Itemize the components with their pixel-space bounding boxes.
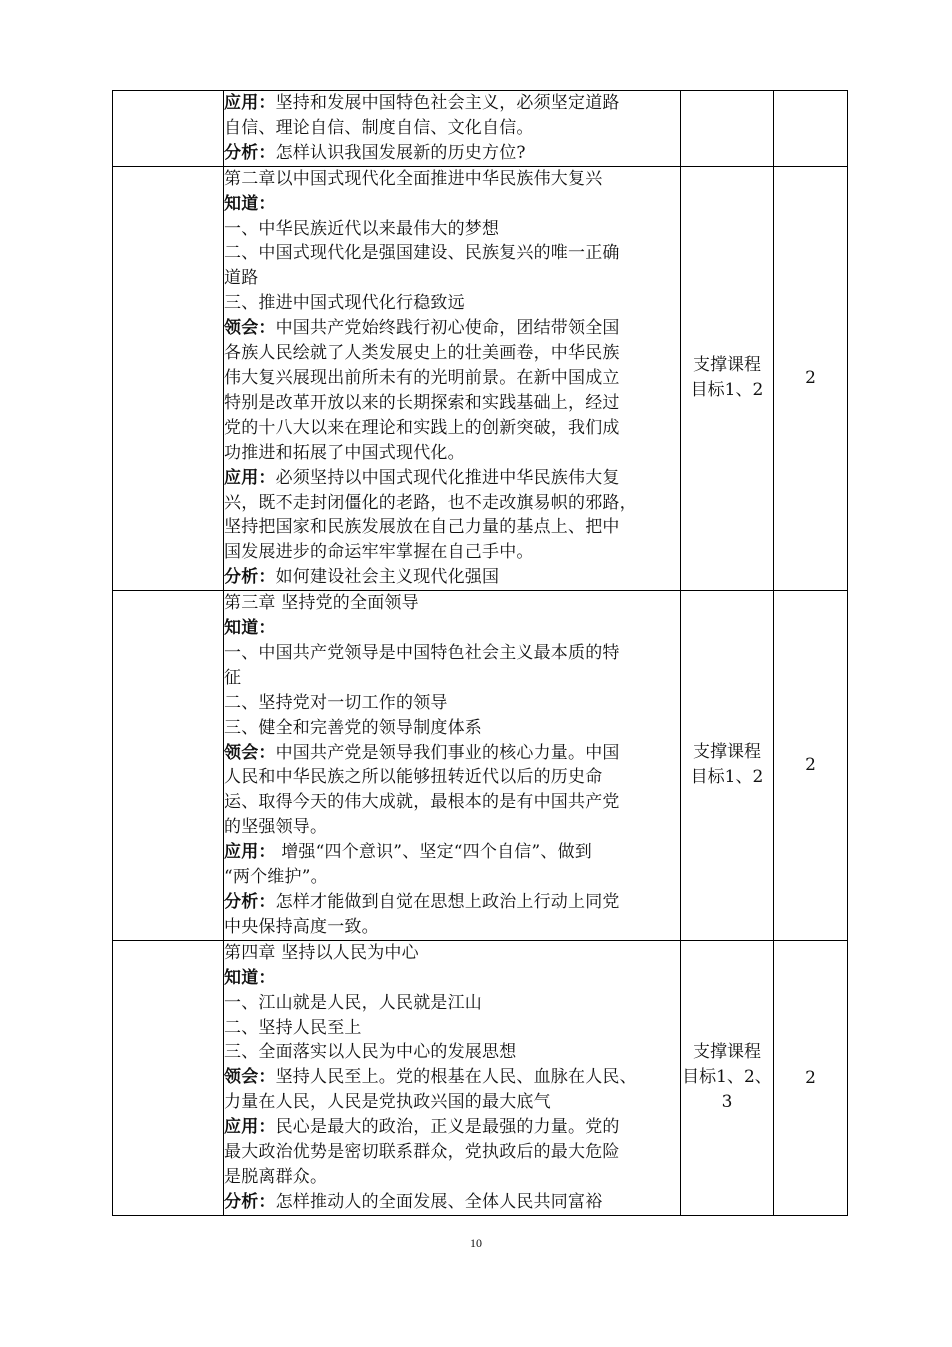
support-line: 目标1、2 <box>690 767 764 788</box>
support-line: 目标1、2、 <box>682 1067 772 1088</box>
support-line: 支撑课程 <box>693 355 761 376</box>
content-line <box>224 141 680 166</box>
hours-cell <box>774 166 848 590</box>
line-text: 道路 <box>224 268 259 289</box>
table-row <box>113 940 848 1215</box>
line-text: 二、坚持人民至上 <box>224 1017 362 1038</box>
content-line <box>224 1190 680 1215</box>
content-line <box>224 1090 680 1115</box>
content-line <box>224 966 680 991</box>
line-label: 领会： <box>224 318 276 339</box>
content-line <box>224 192 680 217</box>
line-text: 中国共产党是领导我们事业的核心力量。中国 <box>275 742 620 763</box>
line-text: 三、健全和完善党的领导制度体系 <box>224 717 482 738</box>
hours-value: 2 <box>805 1067 816 1088</box>
content-line <box>224 915 680 940</box>
content-line <box>224 565 680 590</box>
line-label: 知道： <box>224 618 276 639</box>
content-line <box>224 167 680 192</box>
line-text: 一、中国共产党领导是中国特色社会主义最本质的特 <box>224 642 620 663</box>
line-text: 功推进和拓展了中国式现代化。 <box>224 442 465 463</box>
line-text: 二、中国式现代化是强国建设、民族复兴的唯一正确 <box>224 243 620 264</box>
line-label: 知道： <box>224 967 276 988</box>
line-text: 三、全面落实以人民为中心的发展思想 <box>224 1042 517 1063</box>
content-cell <box>224 591 681 941</box>
line-text: 中央保持高度一致。 <box>224 916 379 937</box>
content-line <box>224 591 680 616</box>
content-line <box>224 466 680 491</box>
content-cell <box>224 940 681 1215</box>
content-line <box>224 666 680 691</box>
content-line <box>224 691 680 716</box>
content-line <box>224 790 680 815</box>
line-text: 中国共产党始终践行初心使命，团结带领全国 <box>275 318 620 339</box>
table-row <box>113 91 848 167</box>
hours-cell <box>774 940 848 1215</box>
line-label: 领会： <box>224 742 276 763</box>
content-line <box>224 1040 680 1065</box>
line-text: 怎样推动人的全面发展、全体人民共同富裕 <box>275 1191 603 1212</box>
support-cell <box>681 91 774 167</box>
line-text: 国发展进步的命运牢牢掌握在自己手中。 <box>224 542 534 563</box>
content-line <box>224 890 680 915</box>
line-label: 应用： <box>224 842 276 863</box>
content-line <box>224 266 680 291</box>
blank-cell <box>113 166 224 590</box>
support-cell <box>681 591 774 941</box>
content-line <box>224 641 680 666</box>
content-line <box>224 91 680 116</box>
line-text: “两个维护”。 <box>224 867 328 888</box>
line-label: 应用： <box>224 1117 276 1138</box>
content-line <box>224 366 680 391</box>
content-cell <box>224 166 681 590</box>
page-number: 10 <box>470 1236 482 1250</box>
line-text: 第二章以中国式现代化全面推进中华民族伟大复兴 <box>224 168 603 189</box>
line-text: 运、取得今天的伟大成就，最根本的是有中国共产党 <box>224 792 620 813</box>
line-text: 一、江山就是人民，人民就是江山 <box>224 992 482 1013</box>
line-label: 分析： <box>224 567 276 588</box>
content-line <box>224 815 680 840</box>
content-line <box>224 1140 680 1165</box>
line-text: 伟大复兴展现出前所未有的光明前景。在新中国成立 <box>224 367 620 388</box>
line-text: 怎样才能做到自觉在思想上政治上行动上同党 <box>275 892 620 912</box>
content-line <box>224 491 680 516</box>
content-line <box>224 416 680 441</box>
support-line: 支撑课程 <box>693 1042 761 1063</box>
content-line <box>224 1115 680 1140</box>
line-text: 如何建设社会主义现代化强国 <box>275 567 500 588</box>
line-label: 应用： <box>224 467 276 488</box>
hours-value: 2 <box>805 368 816 389</box>
line-text: 二、坚持党对一切工作的领导 <box>224 692 448 713</box>
line-text: 力量在人民，人民是党执政兴国的最大底气 <box>224 1092 551 1113</box>
content-line <box>224 1065 680 1090</box>
hours-value: 2 <box>805 755 816 776</box>
content-line <box>224 741 680 766</box>
line-text: 党的十八大以来在理论和实践上的创新突破，我们成 <box>224 417 620 438</box>
line-text: 人民和中华民族之所以能够扭转近代以后的历史命 <box>224 767 603 788</box>
hours-cell <box>774 591 848 941</box>
syllabus-table <box>112 90 848 1216</box>
content-line <box>224 991 680 1016</box>
support-cell <box>681 940 774 1215</box>
line-label: 领会： <box>224 1067 276 1088</box>
line-text: 自信、理论自信、制度自信、文化自信。 <box>224 117 534 138</box>
line-text: 最大政治优势是密切联系群众，党执政后的最大危险 <box>224 1142 620 1163</box>
blank-cell <box>113 91 224 167</box>
line-text: 第三章 坚持党的全面领导 <box>224 593 419 614</box>
support-line: 3 <box>721 1092 733 1113</box>
content-line <box>224 217 680 242</box>
line-text: 坚持人民至上。党的根基在人民、血脉在人民、 <box>275 1067 637 1088</box>
content-cell <box>224 91 681 167</box>
content-line <box>224 515 680 540</box>
content-line <box>224 391 680 416</box>
table-row <box>113 166 848 590</box>
content-line <box>224 316 680 341</box>
content-line <box>224 840 680 865</box>
line-text: 坚持和发展中国特色社会主义，必须坚定道路 <box>275 93 620 113</box>
blank-cell <box>113 591 224 941</box>
line-text: 一、中华民族近代以来最伟大的梦想 <box>224 218 500 239</box>
line-text: 三、推进中国式现代化行稳致远 <box>224 293 465 314</box>
content-line <box>224 291 680 316</box>
table-body <box>113 91 848 1216</box>
support-line: 支撑课程 <box>693 742 761 763</box>
content-line <box>224 941 680 966</box>
support-line: 目标1、2 <box>690 380 764 401</box>
line-text: 第四章 坚持以人民为中心 <box>224 942 419 963</box>
content-line <box>224 341 680 366</box>
content-line <box>224 716 680 741</box>
table-row <box>113 591 848 941</box>
line-label: 知道： <box>224 193 276 214</box>
line-text: 必须坚持以中国式现代化推进中华民族伟大复 <box>275 467 620 488</box>
content-line <box>224 1165 680 1190</box>
line-text: 的坚强领导。 <box>224 817 328 838</box>
line-text: 坚持把国家和民族发展放在自己力量的基点上、把中 <box>224 517 620 538</box>
line-text: 兴，既不走封闭僵化的老路，也不走改旗易帜的邪路， <box>224 492 637 513</box>
line-label: 分析： <box>224 892 276 912</box>
content-line <box>224 116 680 141</box>
content-line <box>224 616 680 641</box>
content-line <box>224 540 680 565</box>
line-text: 是脱离群众。 <box>224 1166 328 1187</box>
line-text: 民心是最大的政治，正义是最强的力量。党的 <box>275 1117 620 1138</box>
hours-cell <box>774 91 848 167</box>
line-text: 怎样认识我国发展新的历史方位? <box>275 142 526 163</box>
line-text: 征 <box>224 667 242 688</box>
content-line <box>224 241 680 266</box>
content-line <box>224 1016 680 1041</box>
content-line <box>224 865 680 890</box>
line-text: 特别是改革开放以来的长期探索和实践基础上，经过 <box>224 392 620 413</box>
line-label: 分析： <box>224 1191 276 1212</box>
line-label: 分析： <box>224 142 276 163</box>
line-label: 应用： <box>224 93 276 113</box>
content-line <box>224 441 680 466</box>
line-text: 各族人民绘就了人类发展史上的壮美画卷，中华民族 <box>224 343 620 364</box>
support-cell <box>681 166 774 590</box>
blank-cell <box>113 940 224 1215</box>
content-line <box>224 765 680 790</box>
line-text: 增强“四个意识”、坚定“四个自信”、做到 <box>275 842 592 863</box>
